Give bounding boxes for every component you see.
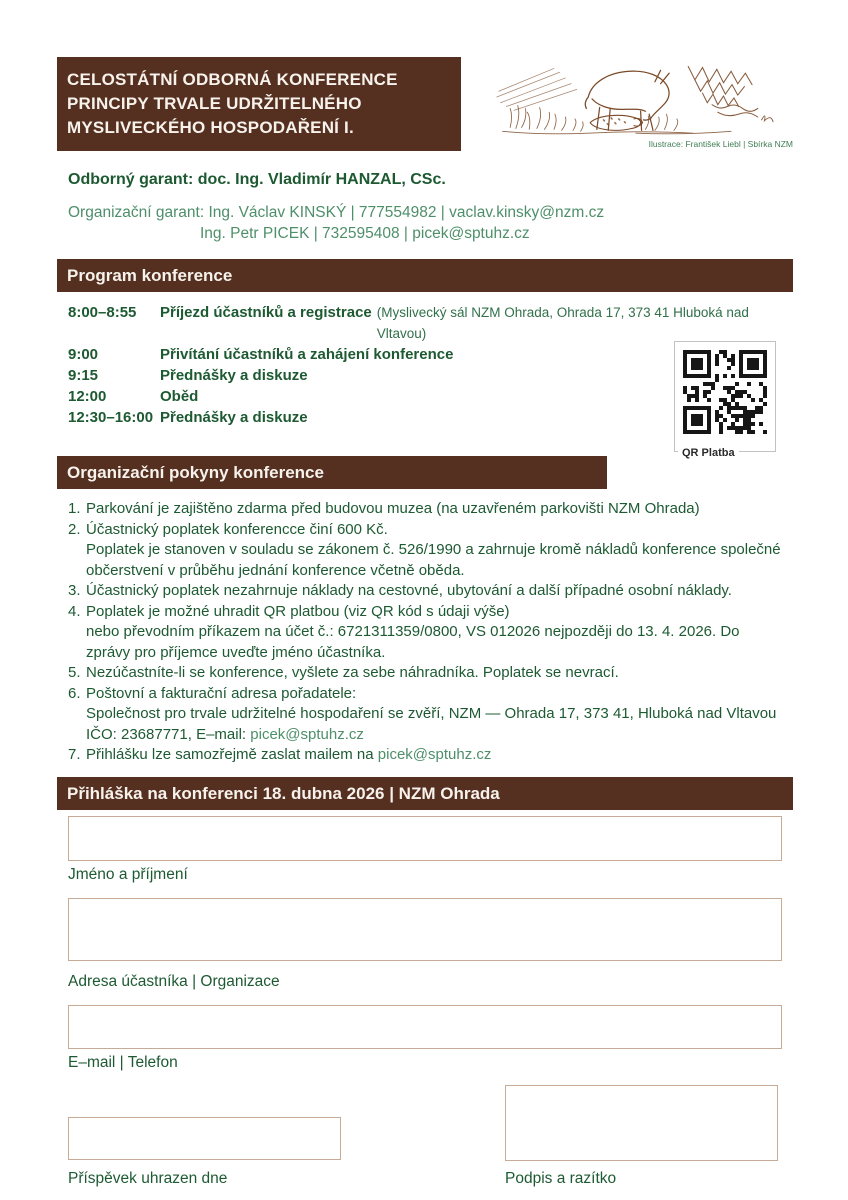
organizing-guarantor-line-2: Ing. Petr PICEK | 732595408 | picek@sptuhz.cz bbox=[200, 225, 530, 242]
item-number: 7. bbox=[68, 746, 81, 763]
schedule-time: 9:15 bbox=[68, 367, 99, 384]
conference-title-banner bbox=[57, 57, 461, 151]
item-text: Účastnický poplatek nezahrnuje náklady na cestovné, ubytování a další případné osobní náklady. bbox=[86, 582, 732, 599]
schedule-activity: Příjezd účastníků a registrace bbox=[160, 304, 372, 321]
item-text: Společnost pro trvale udržitelné hospodaření se zvěří, NZM — Ohrada 17, 373 41, Hluboká nad Vltavou bbox=[86, 705, 777, 722]
organizer-email-link[interactable]: picek@sptuhz.cz bbox=[250, 725, 364, 743]
deer-illustration bbox=[493, 57, 793, 137]
item-text: Poplatek je stanoven v souladu se zákonem č. 526/1990 a zahrnuje kromě nákladů konference společné občerstvení v průběhu jednání konference včetně oběda. bbox=[86, 541, 781, 579]
illustration-credit: Ilustrace: František Liebl | Sbírka NZM bbox=[648, 139, 793, 149]
section-header-application bbox=[57, 777, 793, 810]
title-line-2: PRINCIPY TRVALE UDRŽITELNÉHO bbox=[67, 94, 362, 113]
schedule-venue-note: (Myslivecký sál NZM Ohrada, Ohrada 17, 373 41 Hluboká nad Vltavou) bbox=[376, 305, 749, 341]
schedule-time: 8:00–8:55 bbox=[68, 304, 137, 321]
item-text: Nezúčastníte-li se konference, vyšlete za sebe náhradníka. Poplatek se nevrací. bbox=[86, 664, 619, 681]
schedule-activity: Přednášky a diskuze bbox=[160, 367, 308, 384]
list-item bbox=[68, 663, 786, 684]
qr-payment-label: QR Platba bbox=[678, 447, 739, 459]
email-phone-field-box[interactable] bbox=[68, 1005, 782, 1049]
item-text: Poplatek je možné uhradit QR platbou (viz QR kód s údaji výše) bbox=[86, 602, 510, 620]
application-form bbox=[68, 816, 782, 1194]
item-number: 1. bbox=[68, 500, 81, 517]
item-number: 4. bbox=[68, 602, 81, 620]
schedule-activity: Přednášky a diskuze bbox=[160, 409, 308, 426]
instructions-heading: Organizační pokyny konference bbox=[67, 463, 324, 482]
section-header-instructions bbox=[57, 456, 607, 489]
item-number: 5. bbox=[68, 664, 81, 681]
item-text bbox=[86, 745, 786, 766]
payment-date-field-box[interactable] bbox=[68, 1117, 341, 1160]
item-text: Poštovní a fakturační adresa pořadatele: bbox=[86, 684, 357, 702]
list-item bbox=[68, 499, 786, 520]
form-bottom-row bbox=[68, 1074, 782, 1194]
application-heading: Přihláška na konferenci 18. dubna 2026 | NZM Ohrada bbox=[67, 783, 500, 803]
program-heading: Program konference bbox=[67, 266, 233, 285]
schedule-activity: Přivítání účastníků a zahájení konference bbox=[160, 346, 454, 363]
item-text: nebo převodním příkazem na účet č.: 6721311359/0800, VS 012026 nejpozději do 13. 4. 2026. Do zprávy pro příjemce uveďte jméno účastníka. bbox=[86, 623, 740, 661]
qr-payment-box bbox=[674, 341, 776, 459]
list-item bbox=[68, 684, 786, 746]
email-phone-field-label: E–mail | Telefon bbox=[68, 1053, 178, 1071]
item-text-prefix: IČO: 23687771, E–mail: bbox=[86, 725, 251, 743]
signature-field-box[interactable] bbox=[505, 1085, 778, 1161]
list-item bbox=[68, 602, 786, 664]
item-number: 2. bbox=[68, 520, 81, 538]
list-item bbox=[68, 745, 786, 766]
schedule-activity: Oběd bbox=[160, 388, 199, 405]
schedule-time: 12:00 bbox=[68, 388, 107, 405]
item-text-prefix: Přihlášku lze samozřejmě zaslat mailem na bbox=[86, 746, 378, 763]
organizing-guarantor-line-1: Organizační garant: Ing. Václav KINSKÝ | 777554982 | vaclav.kinsky@nzm.cz bbox=[68, 204, 605, 221]
illustration-column bbox=[477, 57, 793, 149]
list-item bbox=[68, 581, 786, 602]
title-line-3: MYSLIVECKÉHO HOSPODAŘENÍ I. bbox=[67, 118, 354, 137]
name-field-label: Jméno a příjmení bbox=[68, 865, 188, 883]
header bbox=[57, 57, 793, 151]
organizing-guarantor-block bbox=[68, 202, 793, 244]
item-number: 3. bbox=[68, 582, 81, 599]
item-text: Účastnický poplatek konferencce činí 600 Kč. bbox=[86, 520, 388, 538]
name-field-box[interactable] bbox=[68, 816, 782, 861]
address-field-label: Adresa účastníka | Organizace bbox=[68, 972, 280, 990]
section-header-program bbox=[57, 259, 793, 292]
signature-field-label: Podpis a razítko bbox=[505, 1169, 617, 1187]
schedule-time: 12:30–16:00 bbox=[68, 409, 154, 426]
application-email-link[interactable]: picek@sptuhz.cz bbox=[377, 746, 492, 763]
schedule-row bbox=[68, 302, 793, 344]
title-line-1: CELOSTÁTNÍ ODBORNÁ KONFERENCE bbox=[67, 70, 398, 89]
item-text: Parkování je zajištěno zdarma před budovou muzea (na uzavřeném parkovišti NZM Ohrada) bbox=[86, 500, 700, 517]
qr-code bbox=[683, 350, 767, 434]
list-item bbox=[68, 520, 786, 582]
instructions-list bbox=[68, 499, 786, 766]
expert-guarantor-line: Odborný garant: doc. Ing. Vladimír HANZAL, CSc. bbox=[68, 171, 446, 188]
item-text bbox=[86, 725, 786, 746]
schedule-time: 9:00 bbox=[68, 346, 99, 363]
address-field-box[interactable] bbox=[68, 898, 782, 961]
payment-date-field-label: Příspěvek uhrazen dne bbox=[68, 1169, 228, 1187]
item-number: 6. bbox=[68, 684, 81, 702]
